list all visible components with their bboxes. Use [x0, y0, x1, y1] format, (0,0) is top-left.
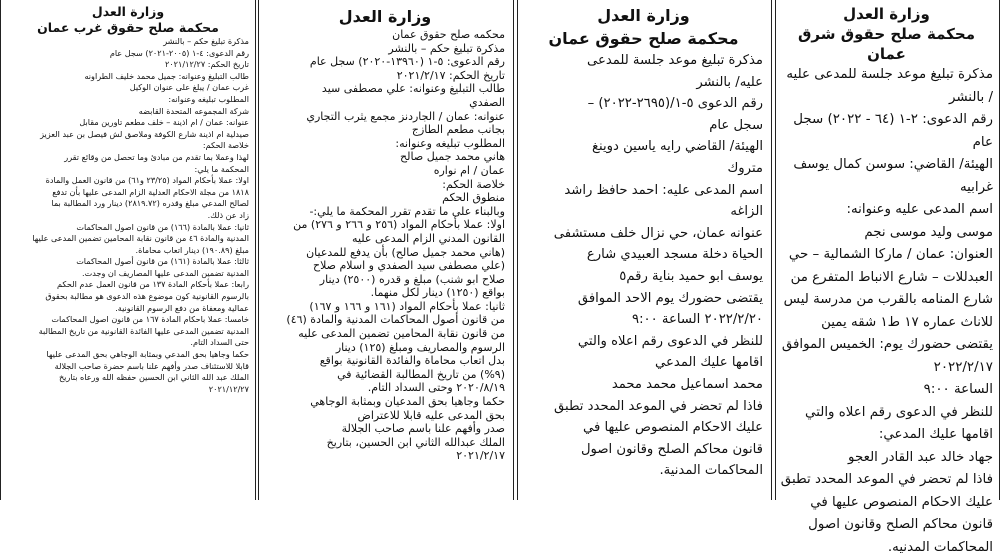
- notice-line: المطلوب تبليغه وعنوانه:: [265, 137, 505, 151]
- notice-line: ١٨١٨ من مجلة الاحكام العدلية الزام المدعى عليها بأن تدفع: [7, 187, 249, 199]
- notice-line: العبدللات – شارع الانباط المتفرع من: [780, 267, 993, 290]
- notice-line: اسم المدعى عليه وعنوانه:: [780, 199, 993, 222]
- notice-line: عليك الاحكام المنصوص عليها في: [524, 417, 763, 439]
- notice-line: زاد عن ذلك.: [7, 210, 249, 222]
- notice-line: مذكرة تبليغ موعد جلسة للمدعى عليه: [780, 64, 993, 87]
- notice-line: المطلوب تبليغه وعنوانه:: [7, 94, 249, 106]
- notice-line: (علي مصطفى سيد الصفدي و اسلام صلاح: [265, 259, 505, 273]
- notice-line: الهيئة/ القاضي: سوسن كمال يوسف: [780, 154, 993, 177]
- notice-line: يقتضى حضورك يوم الاحد الموافق: [524, 288, 763, 310]
- notice-body: [524, 50, 763, 482]
- notice-line: فاذا لم تحضر في الموعد المحدد تطبق: [524, 396, 763, 418]
- notice-line: قابلا للاستئناف صدر وأفهم علنا باسم حضرة صاحب الجلالة: [7, 361, 249, 373]
- notice-line: من قانون نقابة المحامين تضمين المدعى عليه: [265, 327, 505, 341]
- notice-line: ٢٠٢٢/٢/٢٠ الساعة ٩:٠٠: [524, 309, 763, 331]
- notice-line: قانون محاكم الصلح وقانون اصول: [780, 514, 993, 537]
- notice-line: يقتضى حضورك يوم: الخميس الموافق: [780, 334, 993, 357]
- notice-line: تاريخ الحكم: ٢٠٢١/٢/١٧: [265, 69, 505, 83]
- notice-line: سجل عام: [524, 115, 763, 137]
- notice-line: الحياة دخلة مسجد العبيدي شارع: [524, 244, 763, 266]
- notice-line: رقم الدعوى: ٢-١ (٦٤ - ٢٠٢٢) سجل: [780, 109, 993, 132]
- ministry-heading: وزارة العدل: [524, 4, 763, 27]
- notice-amman: [517, 0, 772, 500]
- notice-line: (هاني محمد جميل صالح) بأن يدفع للمدعيان: [265, 246, 505, 260]
- notice-line: (٩%) من تاريخ المطالبة القضائية في: [265, 368, 505, 382]
- notice-line: خامسا: عملا باحكام المادة ١٦٧ من قانون اصول المحاكمات: [7, 314, 249, 326]
- notice-line: ثانيا: عملا بأحكام المواد (١٦١ و ١٦٦ و ١٦٧): [265, 300, 505, 314]
- notice-line: المحكمة ما يلي:: [7, 164, 249, 176]
- notice-line: رابعا: عملا بأحكام المادة ١٣٧ من قانون العمل عدم الحكم: [7, 279, 249, 291]
- notice-line: يوسف ابو حميد بناية رقم٥: [524, 266, 763, 288]
- notice-line: المدنية تضمين المدعى عليها الفائدة القانونية من تاريخ المطالبة: [7, 326, 249, 338]
- notice-line: المحاكمات المدنيه.: [780, 537, 993, 559]
- notice-line: رقم الدعوى: ٤-١ (٢٠٠٥-٢٠٢١) سجل عام: [7, 48, 249, 60]
- notice-line: رقم الدعوى ٥-١/(٢٦٩٥-٢٠٢٢) –: [524, 93, 763, 115]
- notice-line: مبلغ (١٩٠.٨٩) دينار اتعاب محاماة.: [7, 245, 249, 257]
- notice-line: فاذا لم تحضر في الموعد المحدد تطبق: [780, 469, 993, 492]
- notice-line: متروك: [524, 158, 763, 180]
- court-heading: محكمة صلح حقوق عمان: [524, 27, 763, 50]
- notice-line: طالب التبليغ وعنوانه: جميل محمد خليف الطراونه: [7, 71, 249, 83]
- notice-line: للنظر في الدعوى رقم اعلاه والتي: [524, 331, 763, 353]
- notice-body: [265, 28, 505, 463]
- notice-body: [780, 64, 993, 559]
- ministry-heading: وزارة العدل: [780, 4, 993, 24]
- notice-line: الهيئة/ القاضي رايه ياسين دوينغ: [524, 136, 763, 158]
- notice-east-amman: [775, 0, 1000, 500]
- notice-line: عنوانه: عمان / ام اذينة – خلف مطعم تاورين مقابل: [7, 117, 249, 129]
- notice-line: وبالبناء على ما تقدم تقرر المحكمة ما يلي:-: [265, 205, 505, 219]
- notice-line: جهاد خالد عبد القادر العجو: [780, 447, 993, 470]
- notice-line: شارع المنامه بالقرب من مدرسة ليس: [780, 289, 993, 312]
- court-heading: محكمة صلح حقوق شرق عمان: [780, 24, 993, 64]
- notice-line: اولا: عملا بأحكام المواد (٢٣/٢٥ و٦١) من قانون العمل والمادة: [7, 175, 249, 187]
- notice-line: عنوانه: عمان / الجاردنز مجمع يثرب التجاري: [265, 110, 505, 124]
- notice-judgment-amman: [258, 0, 514, 500]
- notice-line: / بالنشر: [780, 87, 993, 110]
- notice-line: اولا: عملا بأحكام المواد (٢٥٦ و ٢٦٦ و ٢٧٦) من: [265, 218, 505, 232]
- notice-line: ٢٠٢١/٢/١٧: [265, 449, 505, 463]
- notice-line: صيدلية ام اذينة شارع الكوفة وملاصق لش فيصل بن عبد العزيز: [7, 129, 249, 141]
- notice-line: محكمه صلح حقوق عمان: [265, 28, 505, 42]
- notice-line: القانون المدني الزام المدعى عليه: [265, 232, 505, 246]
- notice-line: المدنية والمادة ٤٦ من قانون نقابة المحامين تضمين المدعى عليها: [7, 233, 249, 245]
- notice-line: صدر وأفهم علنا باسم صاحب الجلالة: [265, 422, 505, 436]
- ministry-heading: وزارة العدل: [7, 4, 249, 20]
- notice-line: ٢٠٢٠/٨/١٩ وحتى السداد التام.: [265, 381, 505, 395]
- notice-line: بدل اتعاب محاماة والفائدة القانونية بواقع: [265, 354, 505, 368]
- notice-body: [7, 36, 249, 395]
- notice-west-amman: [0, 0, 256, 500]
- notice-line: للاناث عماره ١٧ ط١ شقه يمين: [780, 312, 993, 335]
- notice-line: خلاصة الحكم:: [265, 178, 505, 192]
- notice-line: بواقع (١٢٥٠) دينار لكل منهما.: [265, 286, 505, 300]
- notice-line: للنظر في الدعوى رقم اعلاه والتي: [780, 402, 993, 425]
- notice-line: موسى وليد موسى نجم: [780, 222, 993, 245]
- notice-line: المحاكمات المدنية.: [524, 460, 763, 482]
- notice-line: المدنية تضمين المدعى عليها المصاريف ان وجدت.: [7, 268, 249, 280]
- notice-line: ثانيا: عملا بالمادة (١٦٦) من قانون اصول المحاكمات: [7, 222, 249, 234]
- notice-line: عمان / ام نواره: [265, 164, 505, 178]
- notice-line: ٢٠٢٢/٢/١٧: [780, 357, 993, 380]
- notice-line: بحق المدعى عليه قابلا للاعتراض: [265, 409, 505, 423]
- notice-line: غرب عمان / يبلغ على عنوان الوكيل: [7, 82, 249, 94]
- notice-line: اقامها عليك المدعي: [524, 352, 763, 374]
- notice-line: محمد اسماعيل محمد محمد: [524, 374, 763, 396]
- notice-line: حكما وجاهيا بحق المدعي وبمثابة الوجاهي بحق المدعى عليها: [7, 349, 249, 361]
- notice-line: العنوان: عمان / ماركا الشمالية – حي: [780, 244, 993, 267]
- notice-line: عنوانه عمان، حي نزال خلف مستشفى: [524, 223, 763, 245]
- notice-line: منطوق الحكم: [265, 191, 505, 205]
- notice-line: مذكرة تبليغ موعد جلسة للمدعى: [524, 50, 763, 72]
- notice-line: هاني محمد جميل صالح: [265, 150, 505, 164]
- notice-line: الملك عبد الله الثاني ابن الحسين حفظه الله ورعاه بتاريخ: [7, 372, 249, 384]
- notice-line: لهذا وعملا بما تقدم من مبادئ وما تحصل من وقائع تقرر: [7, 152, 249, 164]
- notice-line: الرسوم والمصاريف ومبلغ (١٢٥) دينار: [265, 341, 505, 355]
- notice-line: اقامها عليك المدعي:: [780, 424, 993, 447]
- notice-line: عمالية ومعفاة من دفع الرسوم القانونية.: [7, 303, 249, 315]
- notice-line: لصالح المدعي مبلغ وقدره (٢٨١٩.٧٢) دينار ورد المطالبة بما: [7, 198, 249, 210]
- notice-line: مذكرة تبليغ حكم – بالنشر: [7, 36, 249, 48]
- notice-line: الساعة ٩:٠٠: [780, 379, 993, 402]
- notice-line: حتى السداد التام.: [7, 337, 249, 349]
- ministry-heading: وزارة العدل: [265, 6, 505, 28]
- notice-line: من قانون أصول المحاكمات المدنية والمادة (٤٦): [265, 313, 505, 327]
- notice-line: قانون محاكم الصلح وقانون اصول: [524, 439, 763, 461]
- notice-line: تاريخ الحكم: ٢٠٢١/١٢/٢٧: [7, 59, 249, 71]
- notice-line: ثالثا: عملا بالمادة (١٦١) من قانون أصول المحاكمات: [7, 256, 249, 268]
- notice-line: ٢٠٢١/١٢/٢٧: [7, 384, 249, 396]
- notice-line: الملك عبدالله الثاني ابن الحسين، بتاريخ: [265, 436, 505, 450]
- notice-line: حكما وجاهيا بحق المدعيان وبمثابة الوجاهي: [265, 395, 505, 409]
- notice-line: طالب التبليغ وعنوانه: علي مصطفى سيد: [265, 82, 505, 96]
- notice-line: رقم الدعوى: ٥-١ (١٣٩٦٠-٢٠٢٠) سجل عام: [265, 55, 505, 69]
- court-heading: محكمة صلح حقوق غرب عمان: [7, 20, 249, 36]
- notice-line: مذكرة تبليغ حكم – بالنشر: [265, 42, 505, 56]
- notice-line: الزاغه: [524, 201, 763, 223]
- notice-line: غرابيه: [780, 177, 993, 200]
- notice-line: بالرسوم القانونية كون موضوع هذه الدعوى هو مطالبة بحقوق: [7, 291, 249, 303]
- notice-line: الصفدي: [265, 96, 505, 110]
- notice-line: بجانب مطعم الطازج: [265, 123, 505, 137]
- notice-line: عليه/ بالنشر: [524, 72, 763, 94]
- notice-line: صلاح ابو شنب) مبلغ و قدره (٢٥٠٠) دينار: [265, 273, 505, 287]
- notice-line: عام: [780, 132, 993, 155]
- notice-line: شركة المجموعه المتحدة القابضه: [7, 106, 249, 118]
- notice-line: عليك الاحكام المنصوص عليها في: [780, 492, 993, 515]
- notice-line: اسم المدعى عليه: احمد حافظ راشد: [524, 180, 763, 202]
- notice-line: خلاصة الحكم:: [7, 140, 249, 152]
